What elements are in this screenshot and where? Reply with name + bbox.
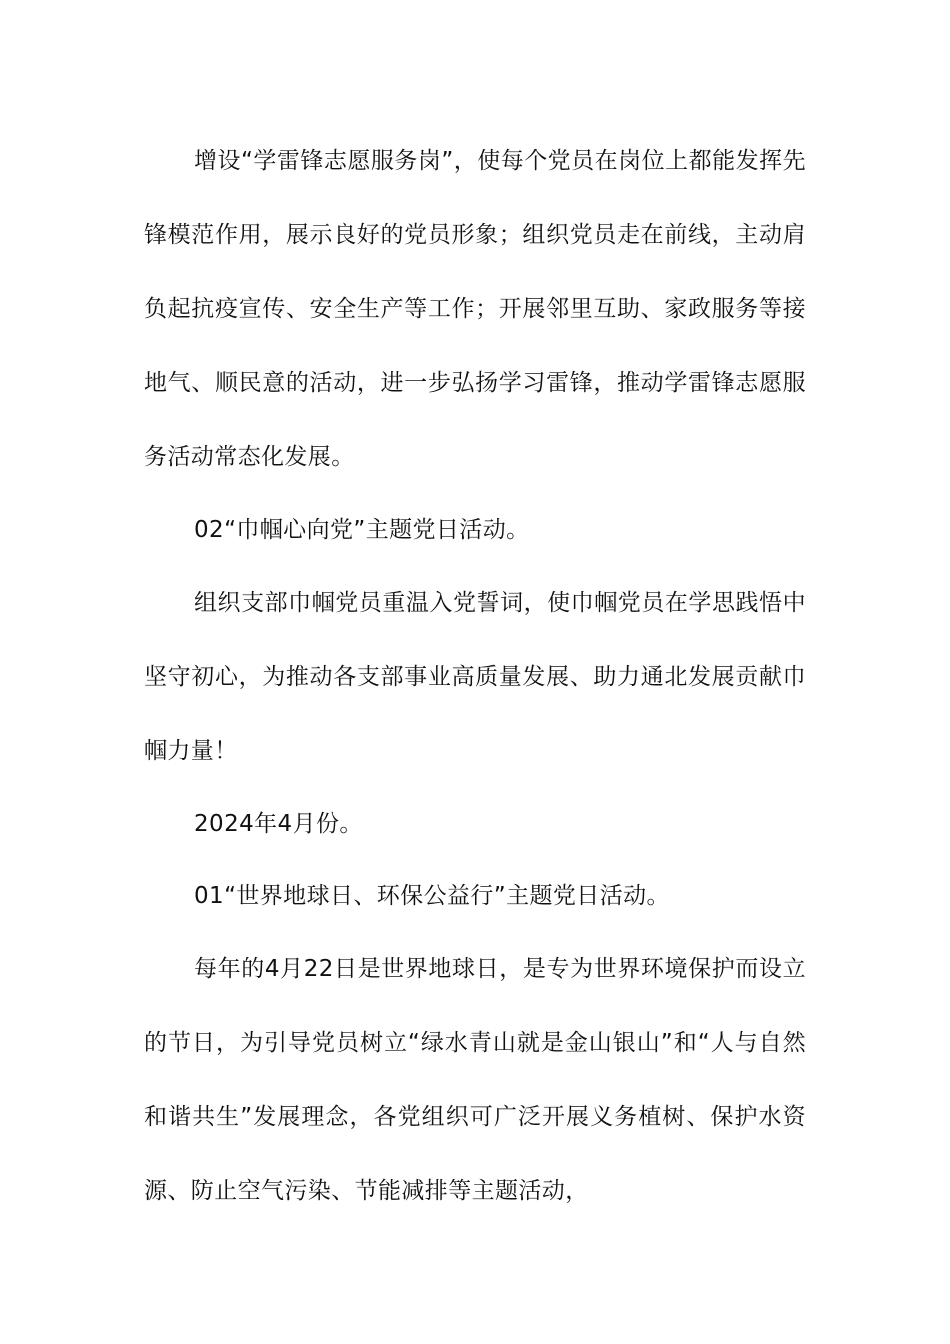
paragraph-heading-women-party-day: 02“巾帼心向党”主题党日活动。 — [194, 517, 530, 543]
paragraph-women-oath: 组织支部巾帼党员重温入党誓词，使巾帼党员在学思践悟中坚守初心，为推动各支部事业高质量发展、助力通北发展贡献巾帼力量！ — [144, 590, 806, 764]
paragraph-volunteer-post: 增设“学雷锋志愿服务岗”，使每个党员在岗位上都能发挥先锋模范作用，展示良好的党员形象；组织党员走在前线，主动肩负起抗疫宣传、安全生产等工作；开展邻里互助、家政服务等接地气、顺民意的活动，进一步弘扬学习雷锋，推动学雷锋志愿服务活动常态化发展。 — [144, 148, 806, 470]
paragraph-month-heading: 2024年4月份。 — [194, 811, 363, 837]
paragraph-earth-day-description: 每年的4月22日是世界地球日，是专为世界环境保护而设立的节日，为引导党员树立“绿水青山就是金山银山”和“人与自然和谐共生”发展理念，各党组织可广泛开展义务植树、保护水资源、防止空气污染、节能减排等主题活动， — [144, 956, 806, 1204]
document-body — [144, 124, 806, 1228]
paragraph-heading-earth-day: 01“世界地球日、环保公益行”主题党日活动。 — [194, 883, 670, 909]
